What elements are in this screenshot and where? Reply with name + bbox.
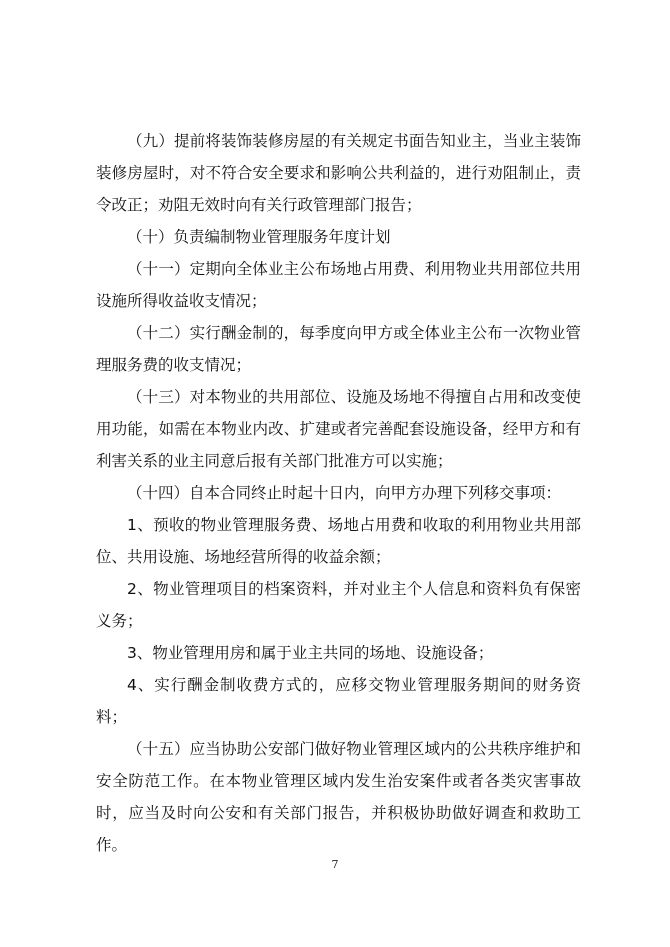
page-number: 7 — [331, 858, 339, 871]
paragraph-15: （十五）应当协助公安部门做好物业管理区域内的公共秩序维护和安全防范工作。在本物业管理区域内发生治安案件或者各类灾害事故时，应当及时向公安和有关部门报告，并积极协助做好调查和救助工作。 — [96, 740, 581, 854]
paragraph-10: （十）负责编制物业管理服务年度计划 — [127, 228, 391, 246]
paragraph-9: （九）提前将装饰装修房屋的有关规定书面告知业主，当业主装饰装修房屋时，对不符合安全要求和影响公共利益的，进行劝阻制止，责令改正；劝阻无效时向有关行政管理部门报告； — [96, 132, 581, 214]
paragraph-14: （十四）自本合同终止时起十日内，向甲方办理下列移交事项： — [127, 484, 562, 502]
handover-item-4: 4、实行酬金制收费方式的，应移交物业管理服务期间的财务资料； — [96, 676, 581, 726]
handover-item-3: 3、物业管理用房和属于业主共同的场地、设施设备； — [127, 644, 494, 662]
handover-item-2: 2、物业管理项目的档案资料，并对业主个人信息和资料负有保密义务； — [96, 580, 581, 630]
paragraph-13: （十三）对本物业的共用部位、设施及场地不得擅自占用和改变使用功能，如需在本物业内改、扩建或者完善配套设施设备，经甲方和有利害关系的业主同意后报有关部门批准方可以实施； — [96, 388, 581, 470]
paragraph-11: （十一）定期向全体业主公布场地占用费、利用物业共用部位共用设施所得收益收支情况； — [96, 260, 581, 310]
document-body — [96, 125, 581, 861]
paragraph-12: （十二）实行酬金制的，每季度向甲方或全体业主公布一次物业管理服务费的收支情况； — [96, 324, 581, 374]
handover-item-1: 1、预收的物业管理服务费、场地占用费和收取的利用物业共用部位、共用设施、场地经营所得的收益余额； — [96, 516, 581, 566]
